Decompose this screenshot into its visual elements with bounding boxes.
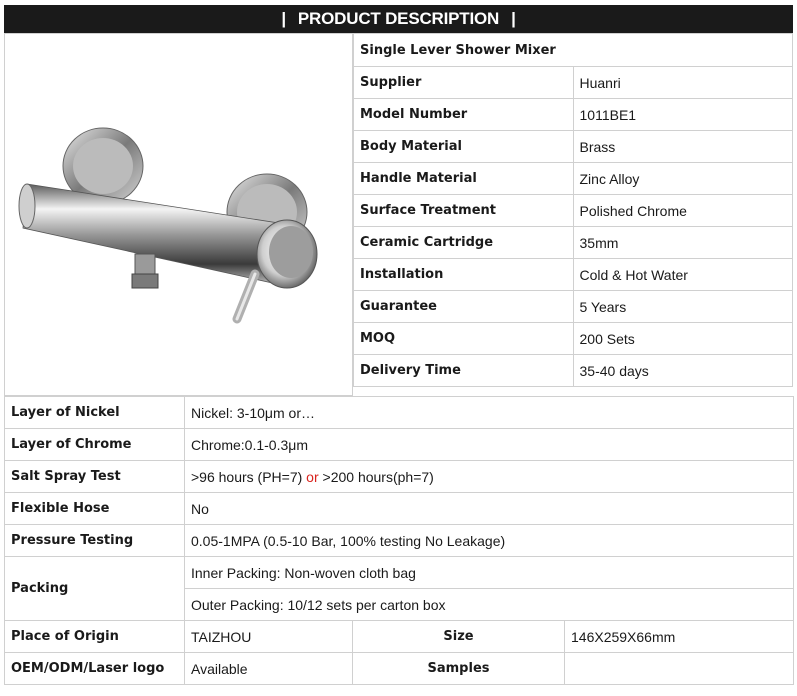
detail-key: Place of Origin bbox=[5, 621, 185, 653]
table-row bbox=[5, 653, 794, 685]
detail-key: Packing bbox=[5, 557, 185, 621]
detail-key: OEM/ODM/Laser logo bbox=[5, 653, 185, 685]
table-row bbox=[354, 323, 793, 355]
spec-key: Surface Treatment bbox=[354, 195, 574, 227]
table-row bbox=[5, 493, 794, 525]
table-row bbox=[354, 195, 793, 227]
detail-value: 146X259X66mm bbox=[565, 621, 794, 653]
detail-value: Available bbox=[185, 653, 353, 685]
table-row bbox=[354, 291, 793, 323]
spec-key: Ceramic Cartridge bbox=[354, 227, 574, 259]
table-row bbox=[354, 99, 793, 131]
detail-value: Outer Packing: 10/12 sets per carton box bbox=[185, 589, 794, 621]
detail-value: Chrome:0.1-0.3μm bbox=[185, 429, 794, 461]
detail-value: 0.05-1MPA (0.5-10 Bar, 100% testing No Leakage) bbox=[185, 525, 794, 557]
spec-key: Guarantee bbox=[354, 291, 574, 323]
product-name: Single Lever Shower Mixer bbox=[354, 34, 793, 67]
table-row bbox=[354, 259, 793, 291]
title-pipe-left: | bbox=[281, 9, 286, 28]
details-table bbox=[4, 396, 794, 685]
spec-value: 5 Years bbox=[573, 291, 793, 323]
table-row bbox=[354, 131, 793, 163]
spec-value: 1011BE1 bbox=[573, 99, 793, 131]
salt-value-or: or bbox=[306, 468, 319, 485]
section-title-bar bbox=[4, 5, 793, 33]
spec-value: 200 Sets bbox=[573, 323, 793, 355]
table-row bbox=[5, 621, 794, 653]
table-row bbox=[354, 227, 793, 259]
salt-value-b: >200 hours(ph=7) bbox=[318, 468, 434, 485]
spec-value: Huanri bbox=[573, 67, 793, 99]
table-row bbox=[5, 557, 794, 589]
title-pipe-right: | bbox=[511, 9, 516, 28]
table-row bbox=[354, 163, 793, 195]
table-row bbox=[354, 67, 793, 99]
header bbox=[0, 0, 797, 33]
detail-value: TAIZHOU bbox=[185, 621, 353, 653]
product-table bbox=[4, 33, 793, 694]
section-title: PRODUCT DESCRIPTION bbox=[297, 9, 500, 28]
detail-value: Nickel: 3-10μm or… bbox=[185, 397, 794, 429]
spec-key: Installation bbox=[354, 259, 574, 291]
spec-table bbox=[353, 33, 793, 387]
spec-key: Delivery Time bbox=[354, 355, 574, 387]
spec-value: Brass bbox=[573, 131, 793, 163]
spec-value: Cold & Hot Water bbox=[573, 259, 793, 291]
detail-key: Pressure Testing bbox=[5, 525, 185, 557]
detail-key: Size bbox=[353, 621, 565, 653]
spec-value: 35mm bbox=[573, 227, 793, 259]
salt-value-a: >96 hours (PH=7) bbox=[191, 468, 307, 485]
spec-key: Supplier bbox=[354, 67, 574, 99]
spec-value: 35-40 days bbox=[573, 355, 793, 387]
spec-key: Body Material bbox=[354, 131, 574, 163]
detail-key: Layer of Nickel bbox=[5, 397, 185, 429]
detail-key: Samples bbox=[353, 653, 565, 685]
table-row bbox=[354, 355, 793, 387]
table-row bbox=[5, 397, 794, 429]
spec-key: Handle Material bbox=[354, 163, 574, 195]
spec-key: Model Number bbox=[354, 99, 574, 131]
detail-value: No bbox=[185, 493, 794, 525]
detail-value: Inner Packing: Non-woven cloth bag bbox=[185, 557, 794, 589]
product-image-cell bbox=[4, 33, 353, 396]
detail-key: Layer of Chrome bbox=[5, 429, 185, 461]
table-row bbox=[5, 429, 794, 461]
spec-value: Polished Chrome bbox=[573, 195, 793, 227]
detail-key: Flexible Hose bbox=[5, 493, 185, 525]
detail-value bbox=[565, 653, 794, 685]
shower-mixer-photo bbox=[15, 124, 335, 334]
detail-key: Salt Spray Test bbox=[5, 461, 185, 493]
spec-key: MOQ bbox=[354, 323, 574, 355]
table-row bbox=[5, 461, 794, 493]
spec-value: Zinc Alloy bbox=[573, 163, 793, 195]
table-row bbox=[5, 525, 794, 557]
detail-value bbox=[185, 461, 794, 493]
